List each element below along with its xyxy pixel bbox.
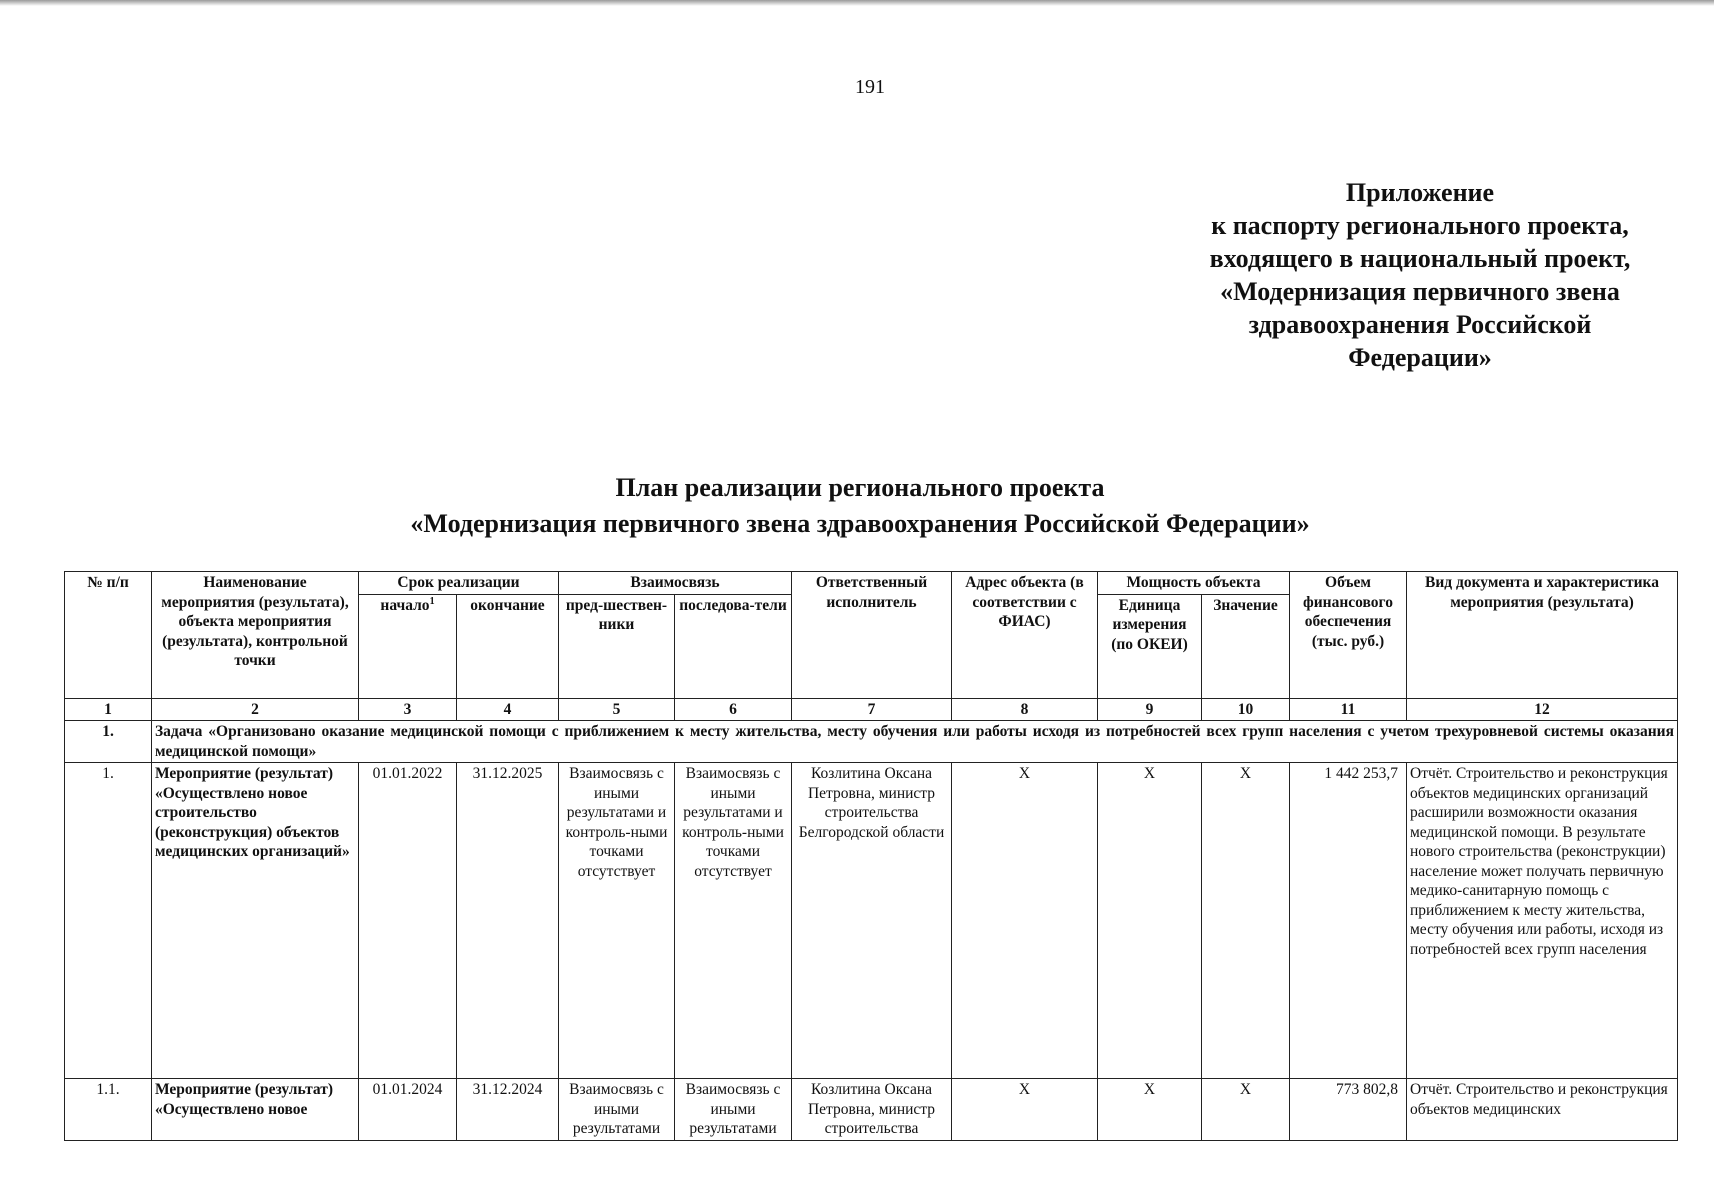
row-name: Мероприятие (результат) «Осуществлено новое — [152, 1079, 359, 1141]
row-value: Х — [1202, 1079, 1290, 1141]
footnote-mark: 1 — [429, 595, 435, 607]
row-end: 31.12.2024 — [457, 1079, 559, 1141]
row-funding: 1 442 253,7 — [1290, 763, 1407, 1079]
row-document: Отчёт. Строительство и реконструкция объектов медицинских организаций расширили возможности оказания медицинской помощи. В результате нового строительства (реконструкции) население может получать первичную медико-санитарную помощь с приближением к месту жительства, месту обучения или работы, исходя из потребностей всех групп населения — [1407, 763, 1678, 1079]
header-executor: Ответственный исполнитель — [792, 572, 952, 699]
header-value: Значение — [1202, 594, 1290, 698]
header-name: Наименование мероприятия (результата), объекта мероприятия (результата), контрольной точки — [152, 572, 359, 699]
column-number: 5 — [559, 698, 675, 721]
row-address: Х — [952, 1079, 1098, 1141]
row-predecessors: Взаимосвязь с иными результатами и контроль-ными точками отсутствует — [559, 763, 675, 1079]
task-text: Задача «Организовано оказание медицинской помощи с приближением к месту жительства, месту обучения или работы исходя из потребностей всех групп населения с учетом трехуровневой системы оказания медицинской помощи» — [152, 721, 1678, 763]
column-number: 1 — [65, 698, 152, 721]
row-start: 01.01.2024 — [359, 1079, 457, 1141]
column-number: 3 — [359, 698, 457, 721]
header-document: Вид документа и характеристика мероприятия (результата) — [1407, 572, 1678, 699]
column-number: 2 — [152, 698, 359, 721]
header-address: Адрес объекта (в соответствии с ФИАС) — [952, 572, 1098, 699]
column-number: 7 — [792, 698, 952, 721]
column-number: 10 — [1202, 698, 1290, 721]
row-executor: Козлитина Оксана Петровна, министр строительства Белгородской области — [792, 763, 952, 1079]
appendix-line: входящего в национальный проект, — [1209, 244, 1631, 273]
header-start-label: начало — [380, 596, 430, 614]
header-predecessors: пред-шествен-ники — [559, 594, 675, 698]
header-number: № п/п — [65, 572, 152, 699]
page-number: 191 — [855, 76, 885, 98]
appendix-caption — [1130, 176, 1710, 374]
row-number: 1. — [65, 763, 152, 1079]
appendix-line: к паспорту регионального проекта, — [1211, 211, 1629, 240]
table-row — [65, 1079, 1678, 1141]
header-capacity: Мощность объекта — [1098, 572, 1290, 595]
plan-table — [64, 571, 1678, 1141]
column-number: 4 — [457, 698, 559, 721]
scan-edge — [0, 0, 1714, 6]
row-start: 01.01.2022 — [359, 763, 457, 1079]
header-successors: последова-тели — [675, 594, 792, 698]
header-unit: Единица измерения (по ОКЕИ) — [1098, 594, 1202, 698]
row-unit: Х — [1098, 1079, 1202, 1141]
appendix-line: Приложение — [1345, 178, 1495, 207]
column-number: 8 — [952, 698, 1098, 721]
row-unit: Х — [1098, 763, 1202, 1079]
plan-title — [80, 470, 1640, 542]
row-end: 31.12.2025 — [457, 763, 559, 1079]
column-number: 9 — [1098, 698, 1202, 721]
header-relation: Взаимосвязь — [559, 572, 792, 595]
row-predecessors: Взаимосвязь с иными результатами — [559, 1079, 675, 1141]
header-start — [359, 594, 457, 698]
column-number: 12 — [1407, 698, 1678, 721]
row-value: Х — [1202, 763, 1290, 1079]
appendix-line: Федерации» — [1348, 343, 1492, 372]
row-address: Х — [952, 763, 1098, 1079]
row-successors: Взаимосвязь с иными результатами — [675, 1079, 792, 1141]
header-funding: Объем финансового обеспечения (тыс. руб.) — [1290, 572, 1407, 699]
appendix-line: «Модернизация первичного звена — [1220, 277, 1620, 306]
row-funding: 773 802,8 — [1290, 1079, 1407, 1141]
header-period: Срок реализации — [359, 572, 559, 595]
row-number: 1.1. — [65, 1079, 152, 1141]
task-number: 1. — [65, 721, 152, 763]
row-name: Мероприятие (результат) «Осуществлено новое строительство (реконструкция) объектов медицинских организаций» — [152, 763, 359, 1079]
row-document: Отчёт. Строительство и реконструкция объектов медицинских — [1407, 1079, 1678, 1141]
table-row — [65, 763, 1678, 1079]
plan-title-line: «Модернизация первичного звена здравоохранения Российской Федерации» — [410, 509, 1310, 538]
plan-title-line: План реализации регионального проекта — [615, 473, 1105, 502]
column-number-row — [65, 698, 1678, 721]
appendix-line: здравоохранения Российской — [1248, 310, 1592, 339]
row-executor: Козлитина Оксана Петровна, министр строительства — [792, 1079, 952, 1141]
header-end: окончание — [457, 594, 559, 698]
header-row — [65, 572, 1678, 595]
column-number: 6 — [675, 698, 792, 721]
column-number: 11 — [1290, 698, 1407, 721]
task-row — [65, 721, 1678, 763]
row-successors: Взаимосвязь с иными результатами и контроль-ными точками отсутствует — [675, 763, 792, 1079]
